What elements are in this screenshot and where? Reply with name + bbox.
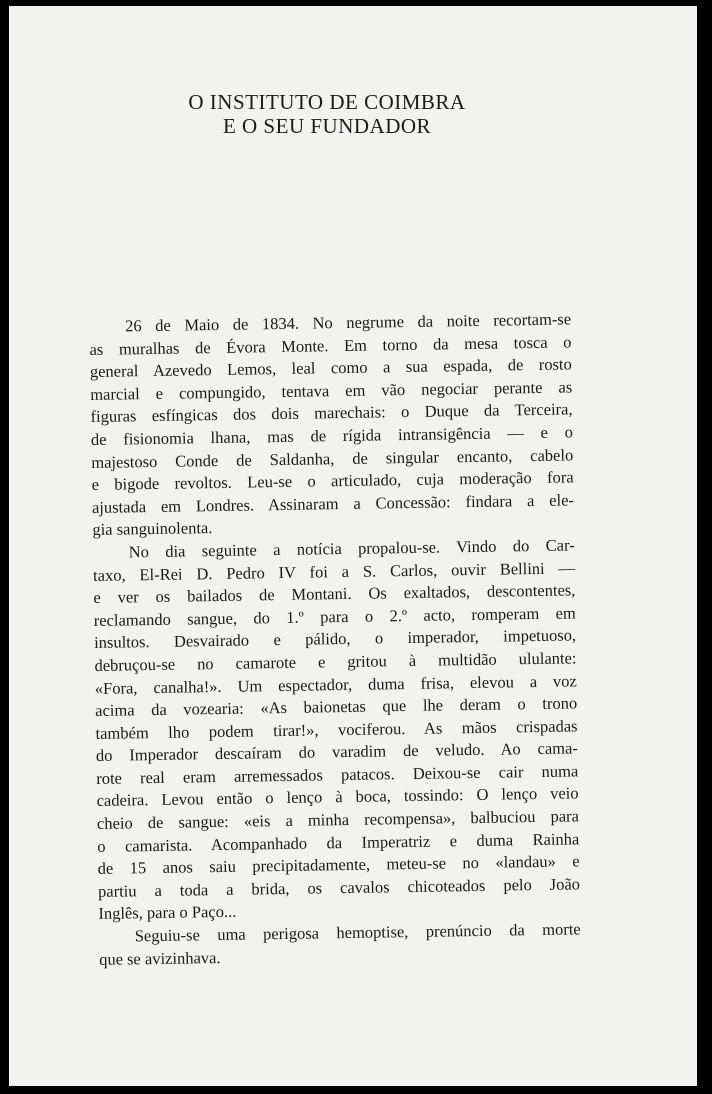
- text-line: Inglês, para o Paço...: [98, 902, 237, 924]
- text-line: figuras esfíngicas dos dois marechais: o Duque da Terceira,: [90, 399, 573, 427]
- text-line: 26 de Maio de 1834. No negrume da noite recortam-se: [125, 309, 572, 336]
- paragraph: [89, 308, 574, 541]
- text-line: rote real eram arremessados patacos. Deixou-se cair numa: [96, 761, 579, 788]
- text-line: partiu a toda a brida, os cavalos chicoteados pelo João: [97, 874, 581, 901]
- text-line: reclamando sangue, do 1.º para o 2.º acto, romperam em: [93, 603, 576, 630]
- text-line: e ver os bailados de Montani. Os exaltados, descontentes,: [93, 580, 576, 608]
- text-line: cadeira. Levou então o lenço à boca, tossindo: O lenço veio: [96, 783, 579, 811]
- text-line: No dia seguinte a notícia propalou-se. Vindo do Car-: [128, 535, 575, 562]
- text-line: de fisionomia lhana, mas de rígida intransigência — e o: [90, 422, 574, 449]
- paragraph: [93, 534, 581, 926]
- text-line: majestoso Conde de Saldanha, de singular encanto, cabelo: [91, 444, 574, 472]
- text-line: debruçou-se no camarote e gritou à multidão ululante:: [94, 648, 577, 675]
- chapter-title-line-1: O INSTITUTO DE COIMBRA: [188, 90, 466, 114]
- text-line: gia sanguinolenta.: [92, 518, 213, 540]
- text-line: marcial e compungido, tentava em vão negociar perante as: [90, 377, 573, 404]
- paragraph: [99, 918, 582, 971]
- text-line: general Azevedo Lemos, leal como a sua espada, de rosto: [89, 354, 572, 382]
- text-line: taxo, El-Rei D. Pedro IV foi a S. Carlos, ouvir Bellini —: [92, 557, 576, 585]
- text-line: do Imperador descaíram do varadim de veludo. Ao cama-: [95, 738, 578, 766]
- chapter-title: [9, 90, 645, 138]
- text-line: as muralhas de Évora Monte. Em torno da mesa tosca o: [89, 332, 572, 359]
- text-line: o camarista. Acompanhado da Imperatriz e duma Rainha: [97, 829, 580, 856]
- text-line: «Fora, canalha!». Um espectador, duma frisa, elevou a voz: [94, 670, 577, 698]
- text-line: e bigode revoltos. Leu-se o articulado, cuja moderação fora: [91, 467, 574, 495]
- text-line: ajustada em Londres. Assinaram a Concessão: findara a ele-: [91, 490, 575, 517]
- book-page: [9, 6, 697, 1086]
- text-line: de 15 anos saiu precipitadamente, meteu-se no «landau» e: [97, 851, 580, 879]
- text-line: insultos. Desvairado e pálido, o imperador, impetuoso,: [93, 625, 577, 653]
- chapter-title-line-2: E O SEU FUNDADOR: [222, 114, 432, 138]
- text-line: também lho podem tirar!», vociferou. As mãos crispadas: [95, 716, 578, 743]
- body-text: [89, 308, 581, 971]
- text-line: que se avizinhava.: [98, 947, 221, 969]
- text-line: Seguiu-se uma perigosa hemoptise, prenúncio da morte: [134, 919, 581, 946]
- text-line: cheio de sangue: «eis a minha recompensa», balbuciou para: [96, 806, 580, 833]
- text-line: acima da vozearia: «As baionetas que lhe deram o trono: [95, 693, 578, 721]
